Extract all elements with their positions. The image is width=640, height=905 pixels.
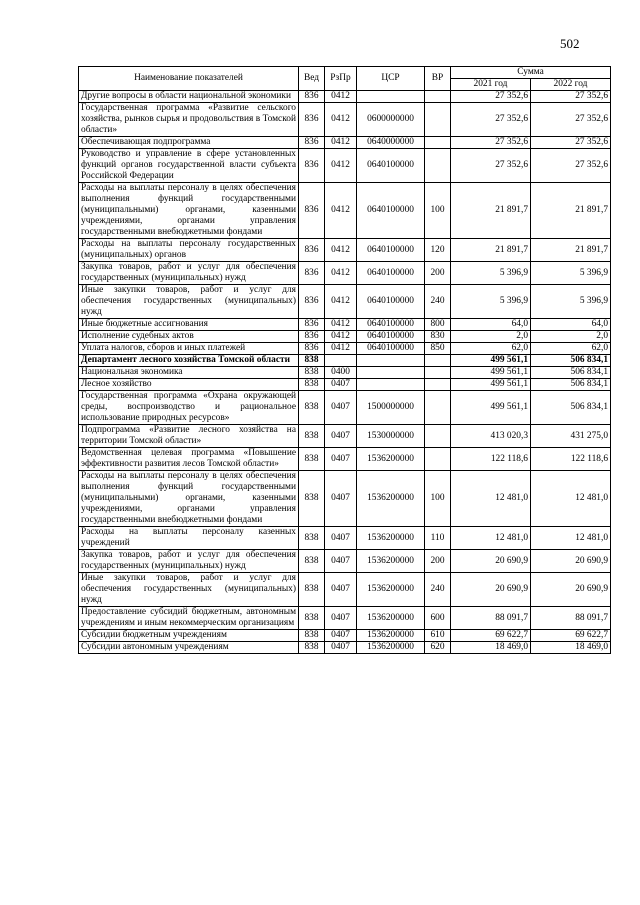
table-row [79, 527, 611, 550]
cell-csr [357, 379, 425, 391]
cell-sum-2022: 21 891,7 [531, 239, 611, 262]
cell-vr: 620 [425, 642, 451, 654]
cell-sum-2021: 499 561,1 [451, 391, 531, 425]
cell-rzpr: 0412 [325, 103, 357, 137]
cell-ved: 838 [299, 425, 325, 448]
cell-vr [425, 149, 451, 183]
table-row [79, 137, 611, 149]
cell-ved: 836 [299, 149, 325, 183]
cell-rzpr: 0407 [325, 391, 357, 425]
cell-vr: 610 [425, 630, 451, 642]
cell-vr: 830 [425, 331, 451, 343]
cell-ved: 836 [299, 262, 325, 285]
cell-csr: 0640100000 [357, 183, 425, 239]
cell-csr: 0640100000 [357, 262, 425, 285]
cell-rzpr: 0412 [325, 331, 357, 343]
cell-csr: 0640100000 [357, 239, 425, 262]
cell-vr [425, 355, 451, 367]
cell-sum-2021: 18 469,0 [451, 642, 531, 654]
cell-name: Обеспечивающая подпрограмма [79, 137, 299, 149]
cell-sum-2022: 506 834,1 [531, 379, 611, 391]
header-year-2022: 2022 год [531, 79, 611, 91]
cell-vr [425, 367, 451, 379]
table-row [79, 183, 611, 239]
table-row [79, 331, 611, 343]
cell-sum-2021: 5 396,9 [451, 262, 531, 285]
cell-sum-2021: 21 891,7 [451, 183, 531, 239]
cell-ved: 838 [299, 355, 325, 367]
cell-rzpr: 0412 [325, 239, 357, 262]
cell-vr [425, 379, 451, 391]
cell-vr [425, 103, 451, 137]
cell-csr: 1530000000 [357, 425, 425, 448]
cell-sum-2022: 506 834,1 [531, 367, 611, 379]
cell-ved: 836 [299, 183, 325, 239]
cell-name: Расходы на выплаты персоналу в целях обеспечения выполнения функций государственными (муниципальными) органами, казенными учреждениями, органами управления государственными внебюджетными фондами [79, 471, 299, 527]
cell-rzpr: 0407 [325, 607, 357, 630]
cell-name: Расходы на выплаты персоналу казенных учреждений [79, 527, 299, 550]
table-row [79, 391, 611, 425]
cell-csr [357, 355, 425, 367]
cell-vr: 120 [425, 239, 451, 262]
cell-name: Иные закупки товаров, работ и услуг для обеспечения государственных (муниципальных) нужд [79, 573, 299, 607]
cell-sum-2022: 12 481,0 [531, 527, 611, 550]
cell-sum-2021: 2,0 [451, 331, 531, 343]
cell-csr: 1536200000 [357, 527, 425, 550]
cell-name: Другие вопросы в области национальной экономики [79, 91, 299, 103]
cell-vr: 240 [425, 573, 451, 607]
cell-sum-2021: 88 091,7 [451, 607, 531, 630]
cell-ved: 836 [299, 319, 325, 331]
header-sum: Сумма [451, 67, 611, 79]
cell-rzpr: 0407 [325, 573, 357, 607]
cell-rzpr: 0412 [325, 262, 357, 285]
table-row [79, 239, 611, 262]
cell-ved: 836 [299, 285, 325, 319]
cell-vr [425, 137, 451, 149]
cell-sum-2021: 27 352,6 [451, 137, 531, 149]
cell-ved: 836 [299, 137, 325, 149]
cell-ved: 838 [299, 550, 325, 573]
cell-sum-2021: 27 352,6 [451, 91, 531, 103]
cell-sum-2021: 413 020,3 [451, 425, 531, 448]
cell-rzpr: 0412 [325, 183, 357, 239]
table-body [79, 91, 611, 654]
cell-name: Закупка товаров, работ и услуг для обеспечения государственных (муниципальных) нужд [79, 550, 299, 573]
cell-rzpr: 0412 [325, 343, 357, 355]
cell-name: Подпрограмма «Развитие лесного хозяйства на территории Томской области» [79, 425, 299, 448]
cell-sum-2021: 12 481,0 [451, 527, 531, 550]
cell-vr: 240 [425, 285, 451, 319]
cell-ved: 836 [299, 239, 325, 262]
cell-sum-2021: 499 561,1 [451, 379, 531, 391]
cell-vr: 200 [425, 262, 451, 285]
cell-name: Субсидии бюджетным учреждениям [79, 630, 299, 642]
table-row [79, 319, 611, 331]
cell-rzpr: 0407 [325, 379, 357, 391]
cell-sum-2021: 5 396,9 [451, 285, 531, 319]
cell-csr [357, 91, 425, 103]
header-ved: Вед [299, 67, 325, 91]
cell-ved: 838 [299, 607, 325, 630]
table-row [79, 425, 611, 448]
cell-csr: 0640100000 [357, 285, 425, 319]
cell-name: Руководство и управление в сфере установленных функций органов государственной власти субъекта Российской Федерации [79, 149, 299, 183]
header-name: Наименование показателей [79, 67, 299, 91]
cell-name: Закупка товаров, работ и услуг для обеспечения государственных (муниципальных) нужд [79, 262, 299, 285]
cell-vr: 600 [425, 607, 451, 630]
table-row [79, 630, 611, 642]
cell-csr: 1536200000 [357, 471, 425, 527]
header-year-2021: 2021 год [451, 79, 531, 91]
table-row [79, 448, 611, 471]
cell-rzpr: 0412 [325, 285, 357, 319]
cell-ved: 836 [299, 343, 325, 355]
cell-csr: 1536200000 [357, 630, 425, 642]
cell-vr: 200 [425, 550, 451, 573]
cell-rzpr: 0407 [325, 448, 357, 471]
cell-rzpr: 0400 [325, 367, 357, 379]
table-header [79, 67, 611, 91]
cell-ved: 838 [299, 448, 325, 471]
cell-sum-2021: 499 561,1 [451, 355, 531, 367]
page-number: 502 [560, 36, 580, 51]
cell-sum-2021: 12 481,0 [451, 471, 531, 527]
header-rzpr: РзПр [325, 67, 357, 91]
cell-name: Лесное хозяйство [79, 379, 299, 391]
cell-sum-2022: 27 352,6 [531, 137, 611, 149]
cell-name: Департамент лесного хозяйства Томской области [79, 355, 299, 367]
header-vr: ВР [425, 67, 451, 91]
cell-rzpr: 0407 [325, 471, 357, 527]
cell-sum-2022: 2,0 [531, 331, 611, 343]
table-row [79, 573, 611, 607]
cell-sum-2021: 62,0 [451, 343, 531, 355]
table-row [79, 343, 611, 355]
cell-ved: 836 [299, 331, 325, 343]
cell-ved: 836 [299, 103, 325, 137]
cell-vr: 100 [425, 183, 451, 239]
cell-rzpr: 0412 [325, 149, 357, 183]
cell-sum-2022: 5 396,9 [531, 262, 611, 285]
cell-sum-2021: 499 561,1 [451, 367, 531, 379]
cell-sum-2022: 506 834,1 [531, 355, 611, 367]
cell-sum-2021: 27 352,6 [451, 103, 531, 137]
cell-sum-2022: 18 469,0 [531, 642, 611, 654]
cell-sum-2022: 431 275,0 [531, 425, 611, 448]
table-row [79, 91, 611, 103]
cell-csr: 1536200000 [357, 573, 425, 607]
cell-name: Национальная экономика [79, 367, 299, 379]
cell-sum-2022: 5 396,9 [531, 285, 611, 319]
cell-sum-2021: 27 352,6 [451, 149, 531, 183]
cell-name: Иные закупки товаров, работ и услуг для обеспечения государственных (муниципальных) нужд [79, 285, 299, 319]
cell-name: Государственная программа «Развитие сельского хозяйства, рынков сырья и продовольствия в Томской области» [79, 103, 299, 137]
cell-sum-2022: 506 834,1 [531, 391, 611, 425]
cell-vr [425, 91, 451, 103]
cell-name: Ведомственная целевая программа «Повышение эффективности развития лесов Томской области» [79, 448, 299, 471]
cell-ved: 838 [299, 573, 325, 607]
cell-name: Исполнение судебных актов [79, 331, 299, 343]
cell-sum-2021: 20 690,9 [451, 573, 531, 607]
cell-rzpr: 0412 [325, 91, 357, 103]
cell-csr: 0600000000 [357, 103, 425, 137]
cell-vr [425, 425, 451, 448]
cell-ved: 836 [299, 91, 325, 103]
table-row [79, 379, 611, 391]
cell-sum-2021: 64,0 [451, 319, 531, 331]
table-row [79, 607, 611, 630]
cell-name: Уплата налогов, сборов и иных платежей [79, 343, 299, 355]
cell-ved: 838 [299, 391, 325, 425]
cell-vr: 800 [425, 319, 451, 331]
table-row [79, 355, 611, 367]
cell-sum-2021: 122 118,6 [451, 448, 531, 471]
cell-csr: 1536200000 [357, 642, 425, 654]
cell-name: Иные бюджетные ассигнования [79, 319, 299, 331]
table-row [79, 550, 611, 573]
cell-sum-2022: 69 622,7 [531, 630, 611, 642]
cell-rzpr [325, 355, 357, 367]
cell-sum-2022: 122 118,6 [531, 448, 611, 471]
cell-csr: 0640100000 [357, 343, 425, 355]
cell-sum-2021: 69 622,7 [451, 630, 531, 642]
header-csr: ЦСР [357, 67, 425, 91]
table-row [79, 103, 611, 137]
cell-rzpr: 0407 [325, 642, 357, 654]
cell-name: Субсидии автономным учреждениям [79, 642, 299, 654]
cell-csr: 1536200000 [357, 448, 425, 471]
cell-sum-2022: 27 352,6 [531, 103, 611, 137]
cell-name: Расходы на выплаты персоналу в целях обеспечения выполнения функций государственными (муниципальными) органами, казенными учреждениями, органами управления государственными внебюджетными фондами [79, 183, 299, 239]
cell-sum-2022: 62,0 [531, 343, 611, 355]
cell-vr: 850 [425, 343, 451, 355]
cell-ved: 838 [299, 367, 325, 379]
cell-csr: 0640100000 [357, 149, 425, 183]
cell-sum-2022: 12 481,0 [531, 471, 611, 527]
cell-rzpr: 0412 [325, 137, 357, 149]
cell-sum-2022: 21 891,7 [531, 183, 611, 239]
cell-name: Предоставление субсидий бюджетным, автономным учреждениям и иным некоммерческим организациям [79, 607, 299, 630]
cell-sum-2022: 88 091,7 [531, 607, 611, 630]
cell-csr: 0640100000 [357, 331, 425, 343]
cell-sum-2022: 27 352,6 [531, 91, 611, 103]
cell-vr: 100 [425, 471, 451, 527]
table-row [79, 262, 611, 285]
cell-rzpr: 0412 [325, 319, 357, 331]
cell-rzpr: 0407 [325, 630, 357, 642]
cell-sum-2021: 20 690,9 [451, 550, 531, 573]
cell-vr [425, 391, 451, 425]
table-row [79, 471, 611, 527]
cell-sum-2022: 20 690,9 [531, 573, 611, 607]
cell-sum-2022: 20 690,9 [531, 550, 611, 573]
cell-vr: 110 [425, 527, 451, 550]
cell-csr: 0640000000 [357, 137, 425, 149]
cell-csr: 0640100000 [357, 319, 425, 331]
cell-ved: 838 [299, 630, 325, 642]
cell-sum-2021: 21 891,7 [451, 239, 531, 262]
cell-rzpr: 0407 [325, 550, 357, 573]
table-row [79, 149, 611, 183]
cell-sum-2022: 27 352,6 [531, 149, 611, 183]
cell-vr [425, 448, 451, 471]
cell-csr: 1536200000 [357, 607, 425, 630]
cell-ved: 838 [299, 642, 325, 654]
cell-csr: 1500000000 [357, 391, 425, 425]
cell-sum-2022: 64,0 [531, 319, 611, 331]
cell-ved: 838 [299, 379, 325, 391]
table-row [79, 285, 611, 319]
cell-name: Расходы на выплаты персоналу государственных (муниципальных) органов [79, 239, 299, 262]
cell-ved: 838 [299, 471, 325, 527]
cell-name: Государственная программа «Охрана окружающей среды, воспроизводство и рациональное использование природных ресурсов» [79, 391, 299, 425]
table-row [79, 367, 611, 379]
budget-table [78, 66, 611, 654]
cell-rzpr: 0407 [325, 527, 357, 550]
cell-csr: 1536200000 [357, 550, 425, 573]
cell-rzpr: 0407 [325, 425, 357, 448]
cell-csr [357, 367, 425, 379]
table-row [79, 642, 611, 654]
cell-ved: 838 [299, 527, 325, 550]
